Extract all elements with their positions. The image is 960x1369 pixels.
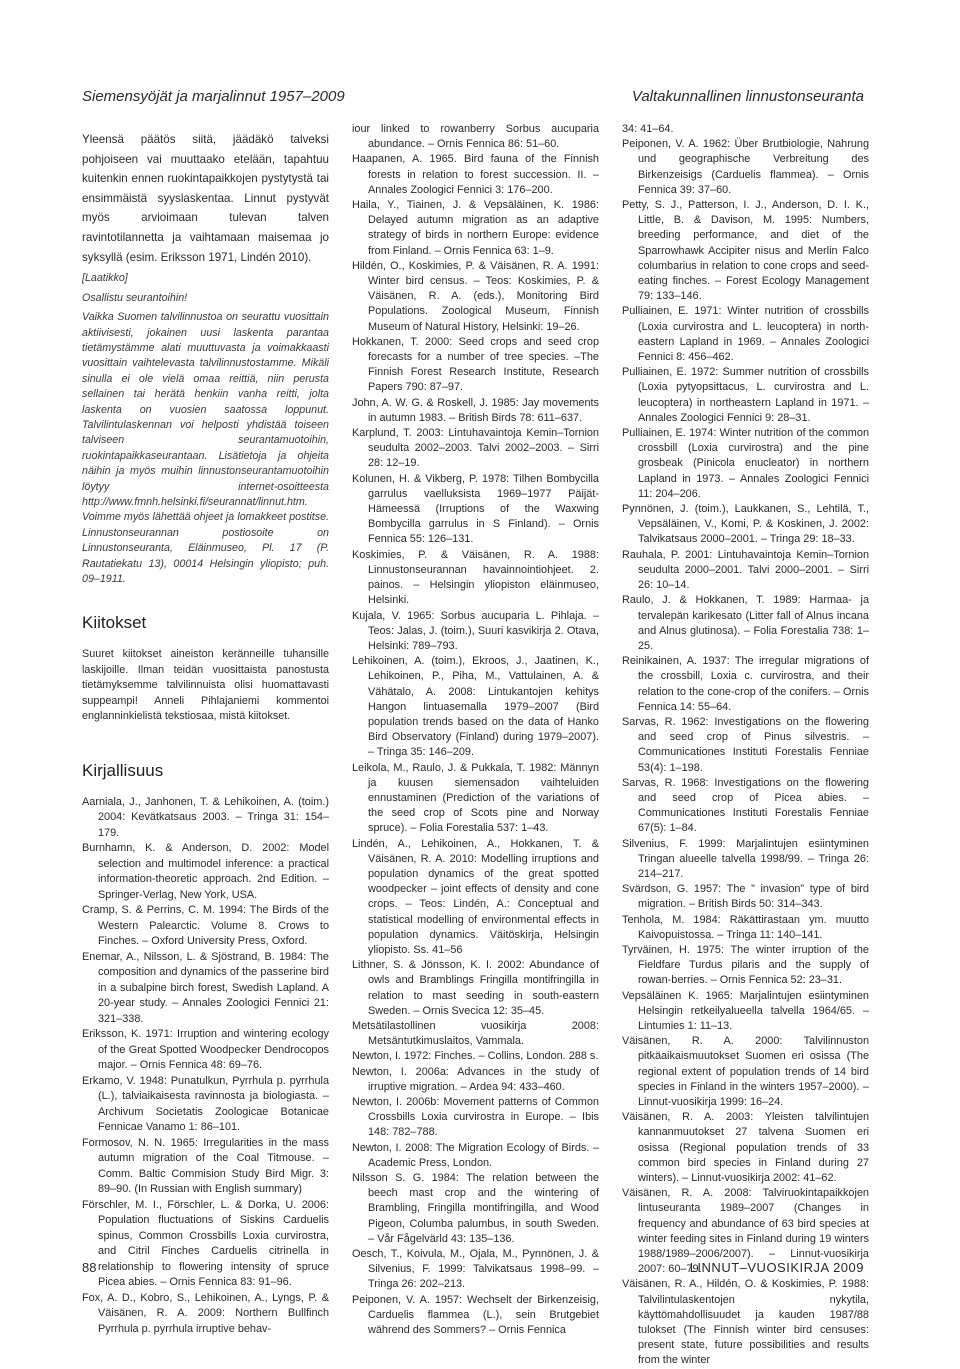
reference-item: Eriksson, K. 1971: Irruption and wintering ecology of the Great Spotted Woodpecker Dendrocopos major. – Ornis Fennica 48: 69–76. — [82, 1028, 329, 1071]
reference-item: Aarniala, J., Janhonen, T. & Lehikoinen, A. (toim.) 2004: Kevätkatsaus 2003. – Tringa 31: 154–179. — [82, 795, 329, 839]
reference-item: Lindén, A., Lehikoinen, A., Hokkanen, T. & Väisänen, R. A. 2010: Modelling irruptions and population dynamics of the great spotted woodpecker – joint effects of density and cone crops. – Teos: Lindén, A.: Conceptual and statistical modelling of environmental effects in population dynamics. Väitöskirja, Helsingin yliopisto. Ss. 41–56 — [352, 837, 599, 956]
reference-item: Cramp, S. & Perrins, C. M. 1994: The Birds of the Western Palearctic. Volume 8. Crows to Finches. – Oxford University Press, Oxford. — [82, 904, 329, 947]
reference-list-middle — [352, 122, 599, 1338]
reference-item: Haila, Y., Tiainen, J. & Vepsäläinen, K. 1986: Delayed autumn migration as an adaptive strategy of birds in northern Europe: evidence from Finland. – Ornis Fennica 63: 1–9. — [352, 199, 599, 257]
reference-item: Formosov, N. N. 1965: Irregularities in the mass autumn migration of the Coal Titmouse. – Comm. Baltic Commision Study Bird Migr. 3: 89–90. (In Russian with English summary) — [82, 1136, 329, 1195]
box-text: Vaikka Suomen talvilinnustoa on seurattu vuosittain aktiivisesti, jokainen uusi laskenta parantaa tietämystämme alati muuttuvasta ja voimakkaasti vuosittain vaihtelevasta talvilinnustostamme. Mikäli sinulla ei ole vielä omaa reittiä, niin perusta sellainen tai herätä henkiin vanha reitti, jolta laskenta on vuosien saatossa loppunut. Talvilintulaskennan voi helposti yhdistää toiseen talviseen seurantamuotoihin, ruokintapaikkaseurantaan. Lisätietoja ja ohjeita näihin ja myös muihin linnustonseurantamuotoihin löytyy internet-osoitteesta http://www.fmnh.helsinki.fi/seurannat/linnut.htm. Voimme myös lähettää ohjeet ja lomakkeet postitse. Linnustonseurannan postiosoite on Linnustonseuranta, Eläinmuseo, Pl. 17 (P. Rautatiekatu 13), 00014 Helsingin yliopisto; puh. 09–1911. — [82, 311, 329, 586]
journal-title: LINNUT–VUOSIKIRJA 2009 — [689, 1260, 864, 1275]
column-middle — [352, 122, 599, 1338]
reference-item: Leikola, M., Raulo, J. & Pukkala, T. 1982: Männyn ja kuusen siemensadon vaihteluiden ennustaminen (Prediction of the variations of the seed crop of Scots pine and Norway spruce). – Folia Forestalia 537: 1–43. — [352, 761, 599, 835]
reference-item: Förschler, M. I., Förschler, L. & Dorka, U. 2006: Population fluctuations of Siskins Carduelis spinus, Common Crossbills Loxia curvirostra, and Citril Finches Carduelis citrinella in relationship to flowering intensity of spruce Picea abies. – Ornis Fennica 83: 91–96. — [82, 1198, 329, 1288]
reference-item: Metsätilastollinen vuosikirja 2008: Metsäntutkimuslaitos, Vammala. — [352, 1019, 599, 1048]
reference-item: Oesch, T., Koivula, M., Ojala, M., Pynnönen, J. & Silvenius, F. 1999: Talvikatsaus 1998–99. – Tringa 26: 202–213. — [352, 1248, 599, 1291]
reference-item: Hokkanen, T. 2000: Seed crops and seed crop forecasts for a number of tree species. –The Finnish Forest Research Institute, Research Papers 790: 87–97. — [352, 335, 599, 394]
running-header-right: Valtakunnallinen linnustonseuranta — [631, 88, 864, 105]
reference-list-right — [622, 122, 869, 1369]
reference-item: Lehikoinen, A. (toim.), Ekroos, J., Jaatinen, K., Lehikoinen, P., Piha, M., Vattulainen, A. & Vähätalo, A. 2008: Lintukantojen kehitys Hangon lintuasemalla 1979–2007 (Bird population trends based on the data of Hanko Bird Observatory (Finland) during 1979–2007). – Tringa 35: 146–209. — [352, 655, 599, 759]
reference-item: Fox, A. D., Kobro, S., Lehikoinen, A., Lyngs, P. & Väisänen, R. A. 2009: Northern Bullfinch Pyrrhula p. pyrrhula irruptive behav- — [82, 1291, 329, 1335]
reference-item: Karplund, T. 2003: Lintuhavaintoja Kemin–Tornion seudulta 2002–2003. Talvi 2002–2003. – Sirri 28: 12–19. — [352, 427, 599, 470]
reference-item: Vepsäläinen K. 1965: Marjalintujen esiintyminen Helsingin retkeilyalueella talvella 1964/65. – Lintumies 1: 11–13. — [622, 989, 869, 1032]
reference-item: Tenhola, M. 1984: Räkättirastaan ym. muutto Kaivopuistossa. – Tringa 11: 140–141. — [622, 913, 869, 941]
reference-item: Newton, I. 2006a: Advances in the study of irruptive migration. – Ardea 94: 433–460. — [352, 1065, 599, 1093]
reference-item: Väisänen, R. A., Hildén, O. & Koskimies, P. 1988: Talvilintulaskentojen nykytila, käyttömahdollisuudet ja kauden 1987/88 tulokset (The Finnish winter bird censuses: present state, future possibilities and results from the winter — [622, 1278, 869, 1367]
reference-item: Pulliainen, E. 1974: Winter nutrition of the common crossbill (Loxia curvirostra) and the pine grosbeak (Pinicola enucleator) in northern Lapland in 1973. – Annales Zoologici Fennici 11: 204–206. — [622, 427, 869, 500]
reference-item: Lithner, S. & Jönsson, K. I. 2002: Abundance of owls and Bramblings Fringilla montifringilla in relation to mast seeding in south-eastern Sweden. – Ornis Svecica 12: 35–45. — [352, 959, 599, 1017]
reference-item: Hildén, O., Koskimies, P. & Väisänen, R. A. 1991: Winter bird census. – Teos: Koskimies, P. & Väisänen, R. A. (eds.), Monitoring Bird Populations. Zoological Museum, Finnish Museum of Natural History, Helsinki: 19–26. — [352, 259, 599, 333]
reference-item: Pynnönen, J. (toim.), Laukkanen, S., Lehtilä, T., Vepsäläinen, V., Komi, P. & Koskinen, J. 2002: Talvikatsaus 2000–2001. – Tringa 29: 18–33. — [622, 503, 869, 546]
reference-item: Väisänen, R. A. 2000: Talvilinnuston pitkäaikaismuutokset Suomen eri osissa (The regional extent of population trends of 14 bird species in Finland in the winters 1957–2000). – Linnut-vuosikirja 1999: 16–24. — [622, 1035, 869, 1108]
reference-item: Peiponen, V. A. 1957: Wechselt der Birkenzeisig, Carduelis flammea (L.), sein Brutgebiet während des Sommers? – Ornis Fennica — [352, 1293, 599, 1337]
reference-item: John, A. W. G. & Roskell, J. 1985: Jay movements in autumn 1983. – British Birds 78: 611–637. — [352, 396, 599, 424]
section-heading-kiitokset: Kiitokset — [82, 613, 147, 633]
reference-item: Nilsson S. G. 1984: The relation between the beech mast crop and the wintering of Brambling, Fringilla montifringilla, and Wood Pigeon, Columba palumbus, in south Sweden. – Vår Fågelvärld 43: 135–136. — [352, 1172, 599, 1245]
reference-item: Newton, I. 1972: Finches. – Collins, London. 288 s. — [352, 1050, 599, 1063]
box-label: [Laatikko] — [82, 272, 128, 285]
box-title: Osallistu seurantoihin! — [82, 291, 188, 304]
intro-paragraph: Yleensä päätös siitä, jäädäkö talveksi pohjoiseen vai muuttaako etelään, tapahtuu kuitenkin ennen ruokintapaikkojen pystytystä tai ensimmäistä syyslaskentaa. Linnut pystyvät myös arvioimaan tulevan talven ravintotilannetta ja vaihtamaan maisemaa jo syksyllä (esim. Eriksson 1971, Lindén 2010). — [82, 133, 329, 264]
reference-item: Erkamo, V. 1948: Punatulkun, Pyrrhula p. pyrrhula (L.), talviaikaisesta ravinnosta ja biologiasta. – Archivum Societatis Zoologicae Botanicae Fennicae Vanamo 1: 86–101. — [82, 1074, 329, 1133]
page-number: 88 — [82, 1260, 97, 1275]
reference-item: Sarvas, R. 1962: Investigations on the flowering and seed crop of Pinus silvestris. – Communicationes Instituti Forestalis Fenniae 53(4): 1–198. — [622, 715, 869, 774]
reference-item: Pulliainen, E. 1971: Winter nutrition of crossbills (Loxia curvirostra and L. leucoptera) in north-eastern Lapland in 1969. – Annales Zoologici Fennici 8: 456–462. — [622, 305, 869, 364]
reference-item: Tyrväinen, H. 1975: The winter irruption of the Fieldfare Turdus pilaris and the supply of rowan-berries. – Ornis Fennica 52: 23–31. — [622, 943, 869, 987]
reference-item: Kolunen, H. & Vikberg, P. 1978: Tilhen Bombycilla garrulus vaelluksista 1969–1977 Päijät-Hämeessä (Irruptions of the Waxwing Bombycilla garrulus in S Finland). – Ornis Fennica 55: 126–131. — [352, 472, 599, 546]
reference-item: Haapanen, A. 1965. Bird fauna of the Finnish forests in relation to forest succession. II. – Annales Zoologici Fennici 3: 176–200. — [352, 153, 599, 196]
reference-item: Koskimies, P. & Väisänen, R. A. 1988: Linnustonseurannan havainnointiohjeet. 2. painos. – Helsingin yliopiston eläinmuseo, Helsinki. — [352, 548, 599, 607]
reference-item: Pulliainen, E. 1972: Summer nutrition of crossbills (Loxia pytyopsittacus, L. curvirostra and L. leucoptera) in northeastern Lapland in 1971. – Annales Zoologici Fennici 9: 28–31. — [622, 366, 869, 424]
reference-item: 34: 41–64. — [622, 123, 674, 135]
reference-item: Newton, I. 2006b: Movement patterns of Common Crossbills Loxia curvirostra in Europe. – Ibis 148: 782–788. — [352, 1096, 599, 1139]
reference-item: Sarvas, R. 1968: Investigations on the flowering and seed crop of Picea abies. – Communicationes Instituti Forestalis Fenniae 67(5): 1–84. — [622, 776, 869, 835]
reference-item: Svärdson, G. 1957: The ” invasion” type of bird migration. – British Birds 50: 314–343. — [622, 883, 869, 911]
column-left — [82, 130, 329, 1337]
acknowledgements-text: Suuret kiitokset aineiston keränneille tuhansille laskijoille. Ilman teidän vuosittaista panostusta tietämyksemme talvilinnuista olisi huomattavasti suppeampi! Anneli Pihlajaniemi kommentoi englanninkielistä tekstiosaa, mistä kiitokset. — [82, 648, 329, 723]
reference-item: Reinikainen, A. 1937: The irregular migrations of the crossbill, Loxia c. curvirostra, and their relation to the cone-crop of the conifers. – Ornis Fennica 14: 55–64. — [622, 655, 869, 713]
reference-item: Kujala, V. 1965: Sorbus aucuparia L. Pihlaja. – Teos: Jalas, J. (toim.), Suuri kasvikirja 2. Otava, Helsinki: 789–793. — [352, 609, 599, 652]
section-heading-kirjallisuus: Kirjallisuus — [82, 760, 164, 780]
reference-item: Petty, S. J., Patterson, I. J., Anderson, D. I. K., Little, B. & Davison, M. 1995: Numbers, breeding performance, and diet of the Sparrowhawk Accipiter nisus and Merlin Falco columbarius in relation to cone crops and seed-eating finches. – Forest Ecology Management 79: 133–146. — [622, 199, 869, 303]
reference-item: Raulo, J. & Hokkanen, T. 1989: Harmaa- ja tervalepän karikesato (Litter fall of Alnus incana and Alnus glutinosa). – Folia Forestalia 738: 1–25. — [622, 594, 869, 652]
reference-item: Silvenius, F. 1999: Marjalintujen esiintyminen Tringan alueelle talvella 1998/99. – Tringa 26: 214–217. — [622, 837, 869, 880]
column-right — [622, 122, 869, 1369]
reference-list-left — [82, 795, 329, 1338]
reference-item: Peiponen, V. A. 1962: Über Brutbiologie, Nahrung und geographische Verbreitung des Birkenzeisigs (Carduelis flammea). – Ornis Fennica 39: 37–60. — [622, 138, 869, 196]
reference-item: Rauhala, P. 2001: Lintuhavaintoja Kemin–Tornion seudulta 2000–2001. Talvi 2000–2001. – Sirri 26: 10–14. — [622, 548, 869, 592]
reference-item: Väisänen, R. A. 2008: Talviruokintapaikkojen lintuseuranta 1989–2007 (Changes in frequency and abundance of 63 bird species at winter feeding sites in Finland during 19 winters 1988/1989–2006/2007). – Linnut-vuosikirja 2007: 60–79. — [622, 1187, 869, 1276]
running-header-left: Siemensyöjät ja marjalinnut 1957–2009 — [82, 88, 345, 105]
reference-item: Väisänen, R. A. 2003: Yleisten talvilintujen kannanmuutokset 27 talvena Suomen eri osissa (Regional population trends of 33 common bird species in Finland during 27 winters). – Linnut-vuosikirja 2002: 41–62. — [622, 1111, 869, 1185]
reference-item: Newton, I. 2008: The Migration Ecology of Birds. – Academic Press, London. — [352, 1141, 599, 1169]
reference-item: Enemar, A., Nilsson, L. & Sjöstrand, B. 1984: The composition and dynamics of the passerine bird in a subalpine birch forest, Swedish Lapland. A 20-year study. – Annales Zoologici Fennici 21: 321–338. — [82, 950, 329, 1025]
reference-item: Burnhamn, K. & Anderson, D. 2002: Model selection and multimodel inference: a practical information-theoretic approach. 2nd Edition. – Springer-Verlag, New York, USA. — [82, 842, 329, 901]
reference-item: iour linked to rowanberry Sorbus aucuparia abundance. – Ornis Fennica 86: 51–60. — [352, 123, 599, 151]
